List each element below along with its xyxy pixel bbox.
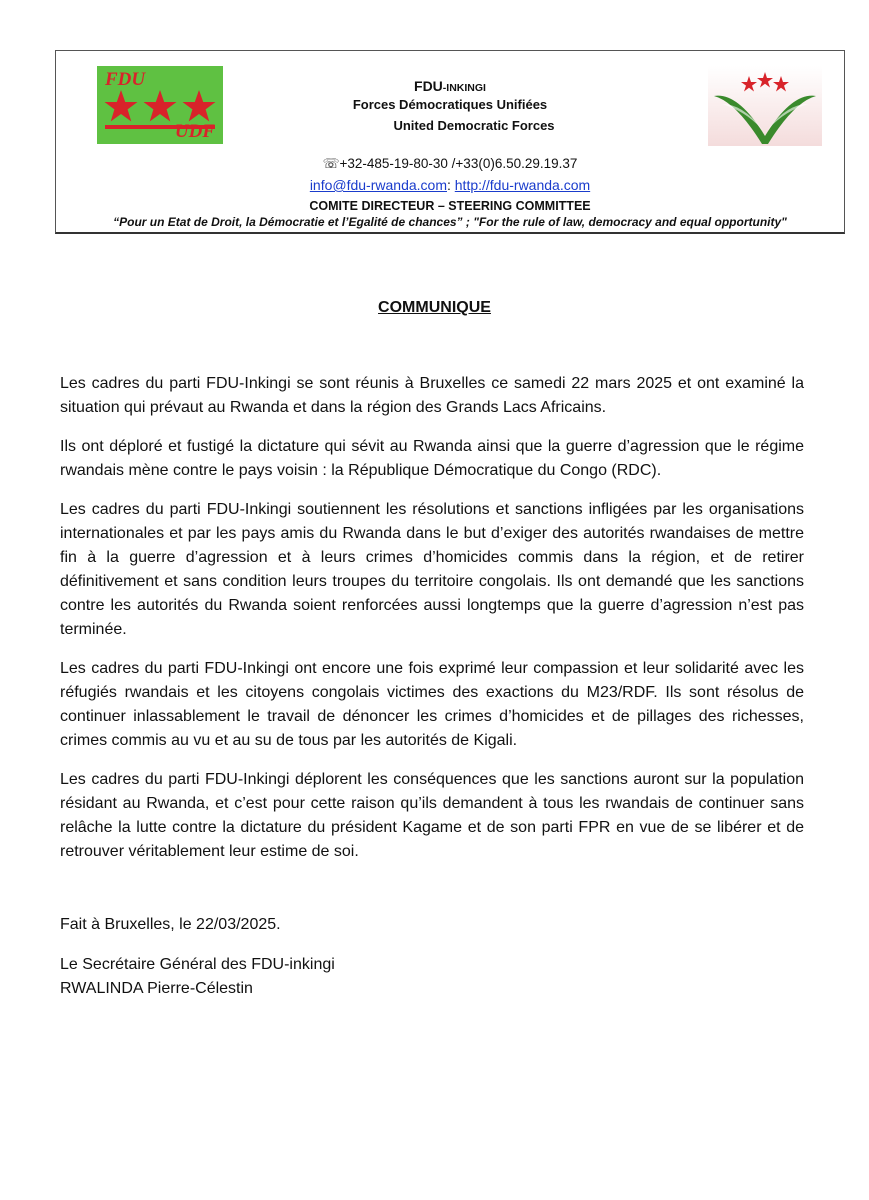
paragraph: Les cadres du parti FDU-Inkingi ont encore une fois exprimé leur compassion et leur solidarité avec les réfugiés rwandais et les citoyens congolais victimes des exactions du M23/RDF. Ils sont résolus de continuer inlassablement le travail de dénoncer les crimes d’homicides et de pillages des richesses, crimes commis au vu et au su de tous par les autorités de Kigali. <box>60 660 804 749</box>
org-name-french: Forces Démocratiques Unifiées <box>352 97 548 112</box>
paragraph: Les cadres du parti FDU-Inkingi se sont réunis à Bruxelles ce samedi 22 mars 2025 et ont examiné la situation qui prévaut au Rwanda et dans la région des Grands Lacs Africains. <box>60 375 804 416</box>
motto: “Pour un Etat de Droit, la Démocratie et l’Egalité de chances” ; "For the rule of law, democracy and equal opportunity" <box>113 215 787 229</box>
letterhead <box>55 50 845 234</box>
phone-numbers: +32-485-19-80-30 /+33(0)6.50.29.19.37 <box>339 156 578 171</box>
document-title: COMMUNIQUE <box>378 299 491 316</box>
logo-fdu-text: FDU <box>105 69 146 90</box>
phone-line <box>56 155 844 172</box>
steering-committee: COMITE DIRECTEUR – STEERING COMMITTEE <box>309 199 591 213</box>
place-date: Fait à Bruxelles, le 22/03/2025. <box>60 916 281 933</box>
contact-separator: : <box>446 177 451 193</box>
paragraph: Les cadres du parti FDU-Inkingi déplorent les conséquences que les sanctions auront sur la population résidant au Rwanda, et c’est pour cette raison qu’ils demandent à tous les rwandais de continuer sans relâche la lutte contre la dictature du président Kagame et de son parti FPR en vue de se libérer et de retrouver véritablement leur estime de soi. <box>60 771 804 860</box>
signatory-name: RWALINDA Pierre-Célestin <box>60 980 253 997</box>
org-name: FDU-INKINGI <box>414 78 486 94</box>
org-name-english: United Democratic Forces <box>393 118 555 133</box>
paragraph: Les cadres du parti FDU-Inkingi soutiennent les résolutions et sanctions infligées par les organisations internationales et par les pays amis du Rwanda dans le but d’exiger des autorités rwandaises de mettre fin à la guerre d’agression et à leurs crimes d’homicides commis dans la région, et de retirer définitivement et sans condition leurs troupes du territoire congolais. Ils ont demandé que les sanctions contre les autorités du Rwanda soient renforcées aussi longtemps que la guerre d’agression n’est pas terminée. <box>60 501 804 638</box>
phone-icon: ☏ <box>322 156 340 171</box>
website-link[interactable]: http://fdu-rwanda.com <box>454 177 591 193</box>
email-link[interactable]: info@fdu-rwanda.com <box>309 177 447 193</box>
contact-line <box>56 177 844 194</box>
paragraph: Ils ont déploré et fustigé la dictature qui sévit au Rwanda ainsi que la guerre d’agression que le régime rwandais mène contre le pays voisin : la République Démocratique du Congo (RDC). <box>60 438 804 479</box>
signatory-role: Le Secrétaire Général des FDU-inkingi <box>60 956 335 973</box>
logo-udf-text: UDF <box>174 121 215 142</box>
signature-block <box>60 913 560 1001</box>
communique-body <box>60 372 804 879</box>
